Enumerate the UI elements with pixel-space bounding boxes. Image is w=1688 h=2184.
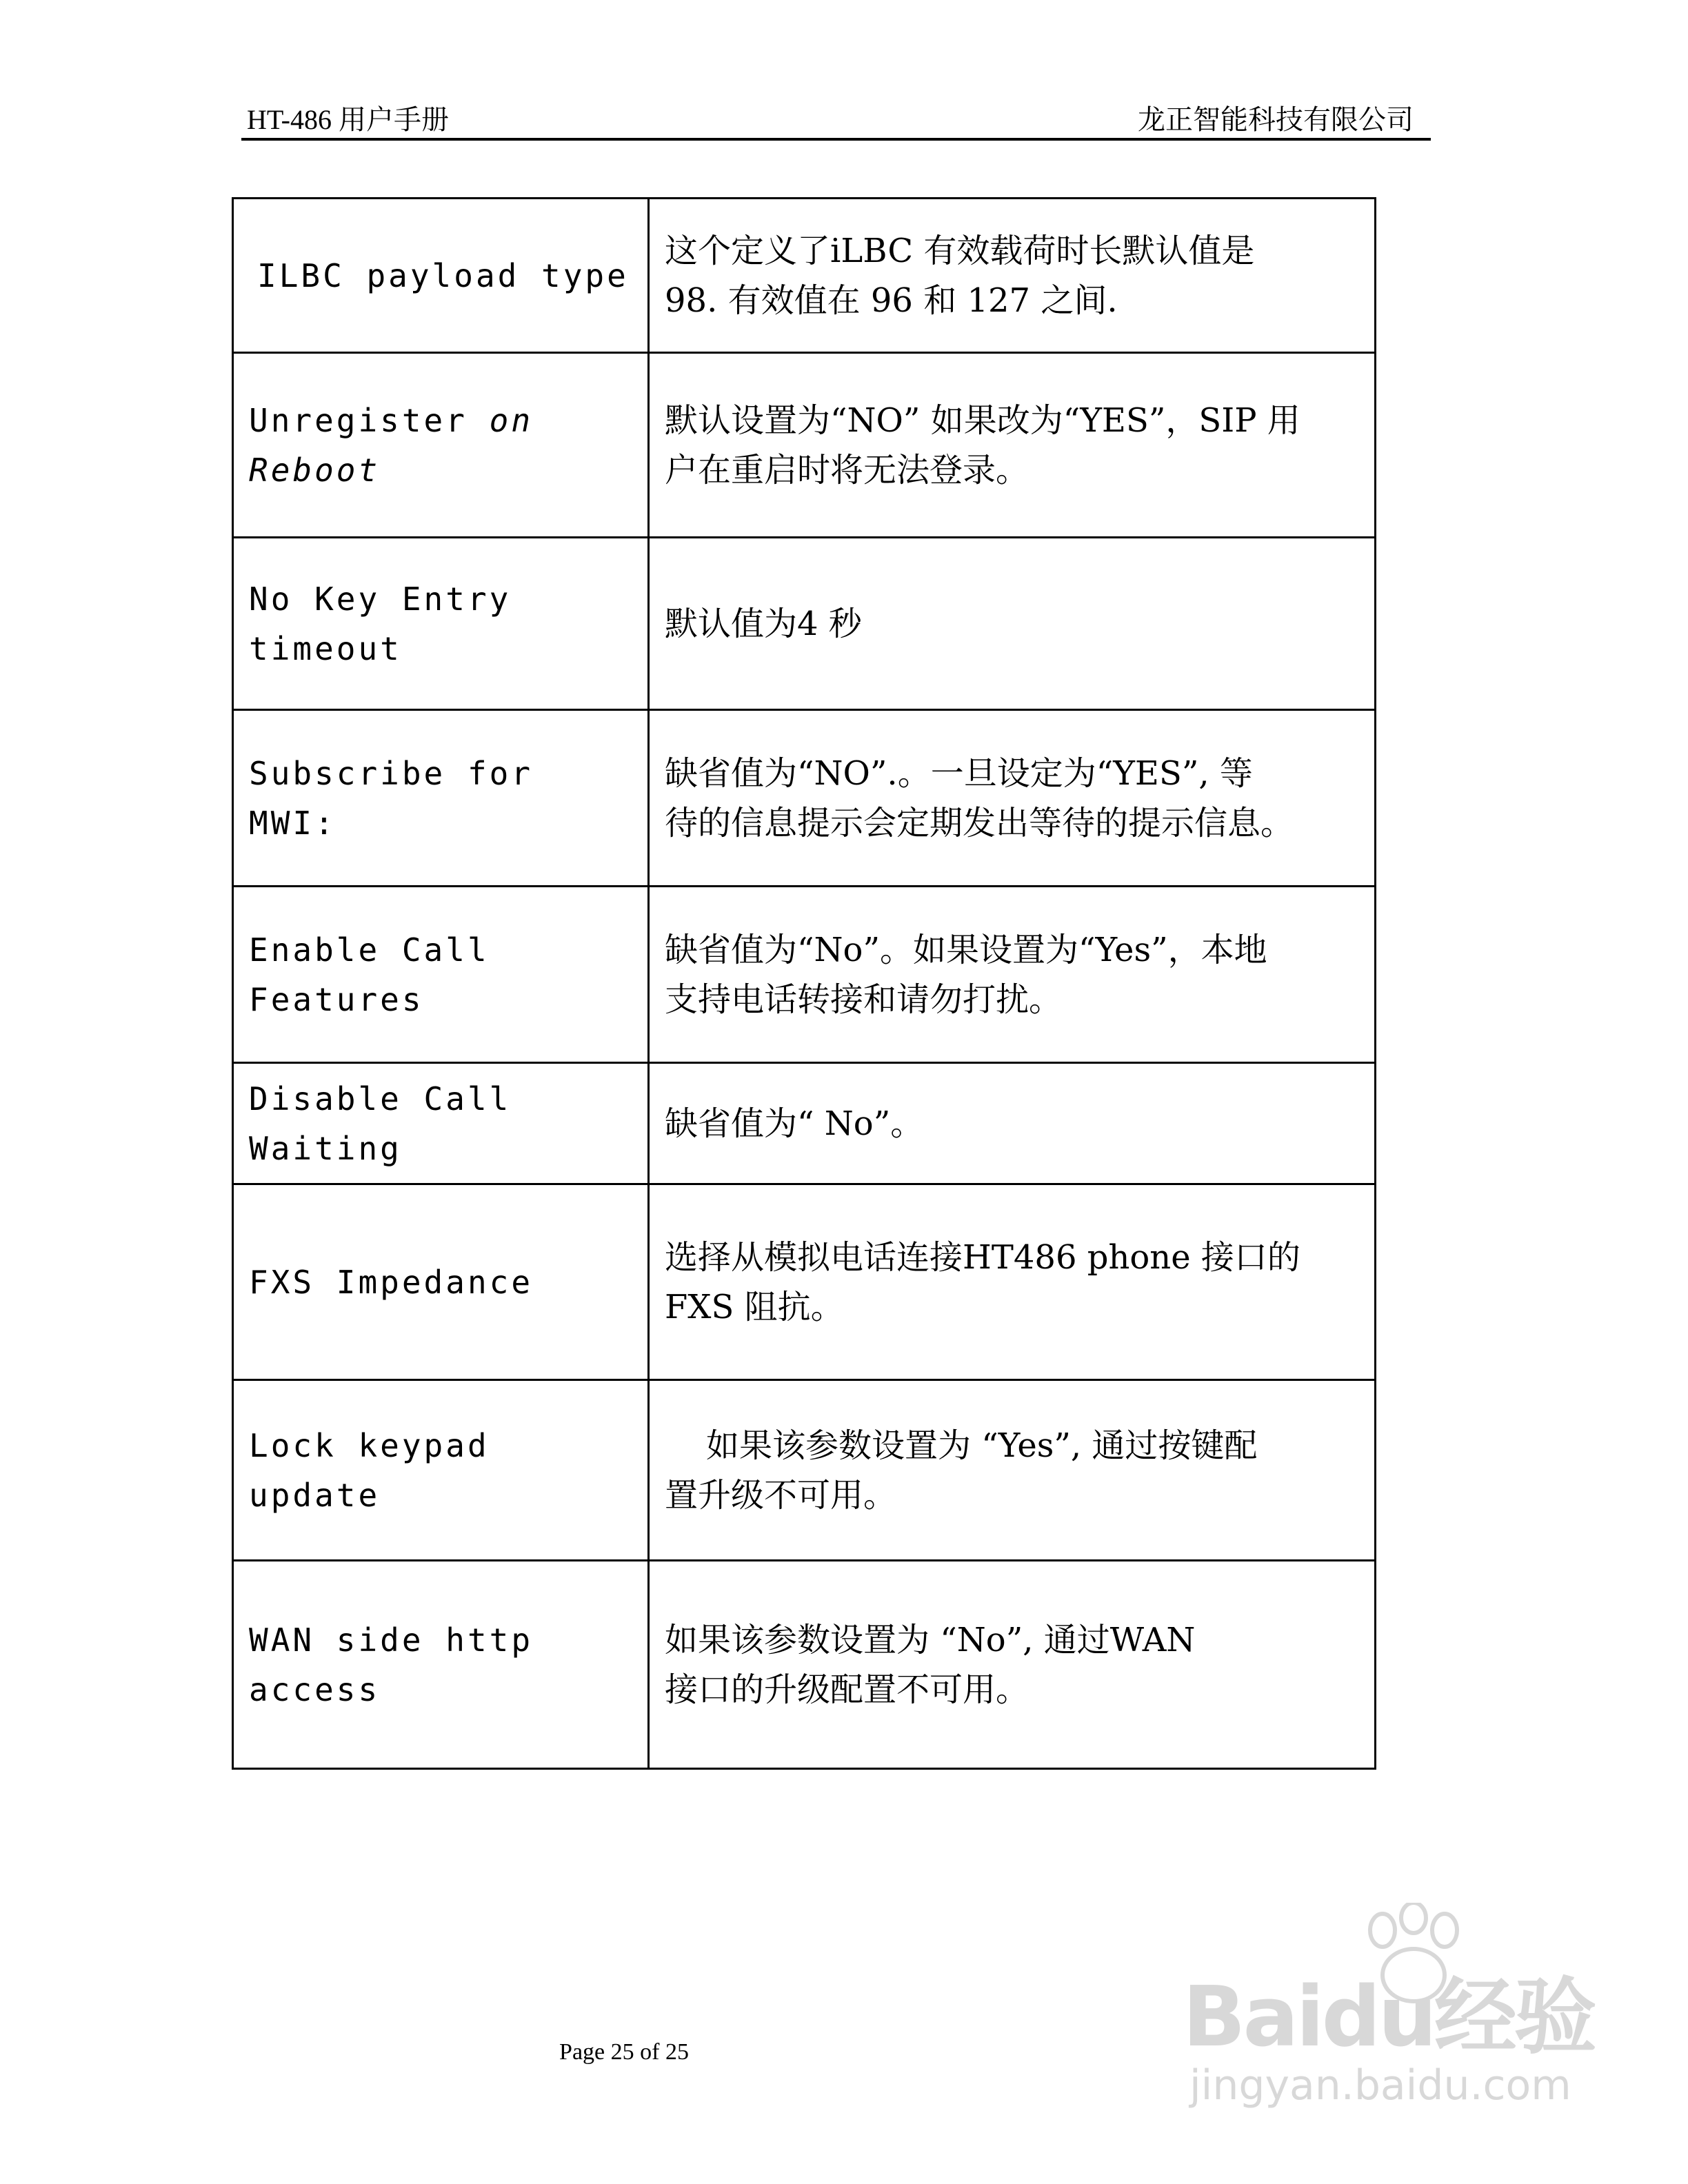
watermark-logo: Baidu经验 <box>1183 1970 1594 2065</box>
desc-line: 如果该参数设置为 “Yes”, 通过按键配 <box>706 1426 1258 1465</box>
desc-line: 98. 有效值在 96 和 127 之间. <box>665 281 1118 320</box>
param-desc <box>649 1380 1376 1561</box>
param-name: FXS Impedance <box>233 1184 649 1380</box>
param-name: ILBC payload type <box>233 199 649 353</box>
name-line: timeout <box>249 629 402 667</box>
desc-line: 户在重启时将无法登录。 <box>665 450 1029 489</box>
table-row <box>233 1184 1376 1380</box>
name-line: Waiting <box>249 1129 402 1167</box>
param-desc <box>649 1561 1376 1769</box>
watermark-url: jingyan.baidu.com <box>1189 2061 1571 2110</box>
table-row <box>233 538 1376 710</box>
name-line: access <box>249 1670 381 1708</box>
param-desc <box>649 353 1376 538</box>
parameter-table <box>232 197 1376 1770</box>
desc-line: 缺省值为“NO”.。一旦设定为“YES”, 等 <box>665 754 1253 793</box>
desc-line: 支持电话转接和请勿打扰。 <box>665 980 1063 1019</box>
page-number: Page 25 of 25 <box>559 2039 689 2065</box>
name-line: WAN side http <box>249 1621 534 1659</box>
param-name <box>233 353 649 538</box>
table-row <box>233 1063 1376 1184</box>
param-desc <box>649 887 1376 1063</box>
desc-line: 选择从模拟电话连接HT486 phone 接口的 <box>665 1237 1300 1277</box>
header-rule <box>241 138 1431 141</box>
desc-line: 缺省值为“No”。如果设置为“Yes”，本地 <box>665 930 1267 969</box>
table-row <box>233 710 1376 887</box>
name-line: Enable Call <box>249 931 490 969</box>
desc-line: 如果该参数设置为 “No”, 通过WAN <box>665 1620 1196 1659</box>
param-name <box>233 1063 649 1184</box>
header-title: HT-486 用户手册 <box>247 104 449 135</box>
desc-line: 默认设置为“NO” 如果改为“YES”，SIP 用 <box>665 401 1300 440</box>
param-name <box>233 1561 649 1769</box>
table-row <box>233 353 1376 538</box>
param-desc <box>649 710 1376 887</box>
param-name <box>233 887 649 1063</box>
param-desc <box>649 199 1376 353</box>
name-part-italic: on <box>489 401 534 439</box>
table-row <box>233 199 1376 353</box>
name-part: Unregister <box>249 401 468 439</box>
table-row <box>233 1380 1376 1561</box>
name-line: Disable Call <box>249 1080 512 1118</box>
baidu-watermark <box>1183 1903 1610 2137</box>
header-company: 龙正智能科技有限公司 <box>1138 104 1414 135</box>
param-name <box>233 1380 649 1561</box>
param-desc: 默认值为4 秒 <box>649 538 1376 710</box>
param-name <box>233 538 649 710</box>
desc-line: FXS 阻抗。 <box>665 1287 844 1326</box>
name-part-italic: Reboot <box>249 451 381 489</box>
desc-line: 这个定义了iLBC 有效载荷时长默认值是 <box>665 231 1255 270</box>
name-line: update <box>249 1476 381 1514</box>
param-name: Subscribe for MWI: <box>233 710 649 887</box>
table-row <box>233 1561 1376 1769</box>
table-row <box>233 887 1376 1063</box>
desc-line: 置升级不可用。 <box>665 1475 897 1515</box>
name-line: Lock keypad <box>249 1426 490 1464</box>
desc-line: 接口的升级配置不可用。 <box>665 1670 1029 1709</box>
name-line: No Key Entry <box>249 580 512 618</box>
name-line: Features <box>249 980 424 1018</box>
desc-line: 待的信息提示会定期发出等待的提示信息。 <box>665 803 1294 842</box>
param-desc: 缺省值为“ No”。 <box>649 1063 1376 1184</box>
param-desc <box>649 1184 1376 1380</box>
